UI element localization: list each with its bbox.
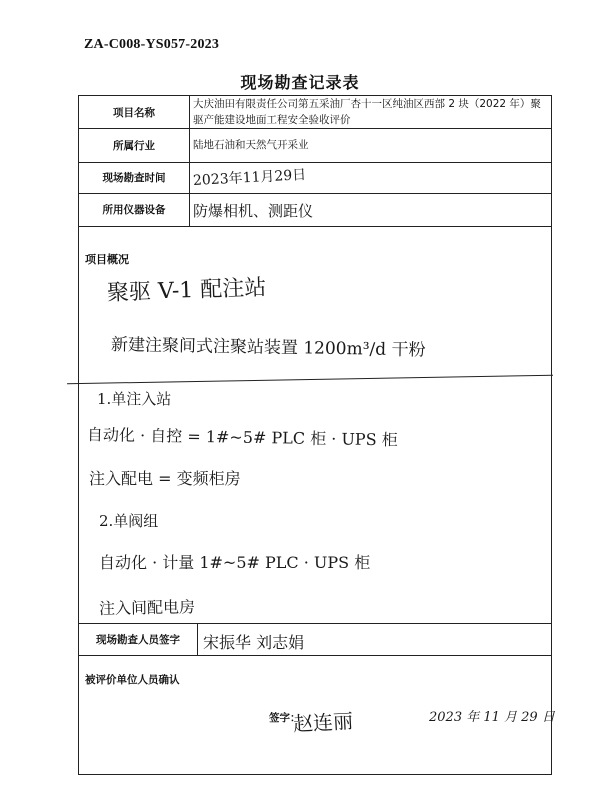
project-name-value: 大庆油田有限责任公司第五采油厂杏十一区纯油区西部 2 块（2022 年）聚驱产能建设地面工程安全验收评价	[193, 98, 541, 126]
confirm-date: 2023 年 11 月 29 日	[429, 710, 555, 725]
instruments-label: 所用仪器设备	[102, 204, 166, 216]
document-code: ZA-C008-YS057-2023	[84, 37, 220, 52]
column-divider	[189, 96, 190, 226]
overview-line: 自动化 · 自控 = 1#~5# PLC 柜 · UPS 柜	[86, 425, 398, 450]
overview-line: 注入间配电房	[98, 597, 196, 618]
sign-label: 签字：	[269, 712, 301, 724]
signers-label: 现场勘查人员签字	[96, 633, 180, 646]
overview-label: 项目概况	[85, 253, 129, 266]
confirm-label: 被评价单位人员确认	[85, 674, 180, 686]
instruments-handwritten: 防爆相机、测距仪	[193, 202, 314, 220]
column-divider	[197, 623, 198, 655]
industry-value: 陆地石油和天然气开采业	[193, 139, 309, 151]
row-divider	[79, 655, 551, 656]
overview-line: 新建注聚间式注聚站装置 1200m³/d 干粉	[110, 335, 426, 361]
document-title: 现场勘查记录表	[240, 73, 360, 92]
industry-label: 所属行业	[113, 139, 155, 152]
overview-line: 2.单阀组	[99, 512, 159, 530]
row-divider	[79, 226, 551, 227]
overview-line: 注入配电 = 变频柜房	[89, 469, 241, 488]
overview-line: 1.单注入站	[97, 390, 172, 408]
survey-time-label: 现场勘查时间	[102, 172, 166, 184]
project-name-label: 项目名称	[113, 106, 155, 119]
survey-time-handwritten: 2023年11月29日	[192, 167, 307, 189]
overview-line: 聚驱 V-1 配注站	[106, 275, 267, 306]
record-table	[78, 95, 555, 775]
overview-line: 自动化 · 计量 1#~5# PLC · UPS 柜	[99, 553, 371, 572]
confirm-signature: 赵连丽	[292, 708, 354, 736]
signers-handwritten: 宋振华 刘志娟	[203, 633, 305, 652]
stray-pen-line	[67, 375, 553, 384]
